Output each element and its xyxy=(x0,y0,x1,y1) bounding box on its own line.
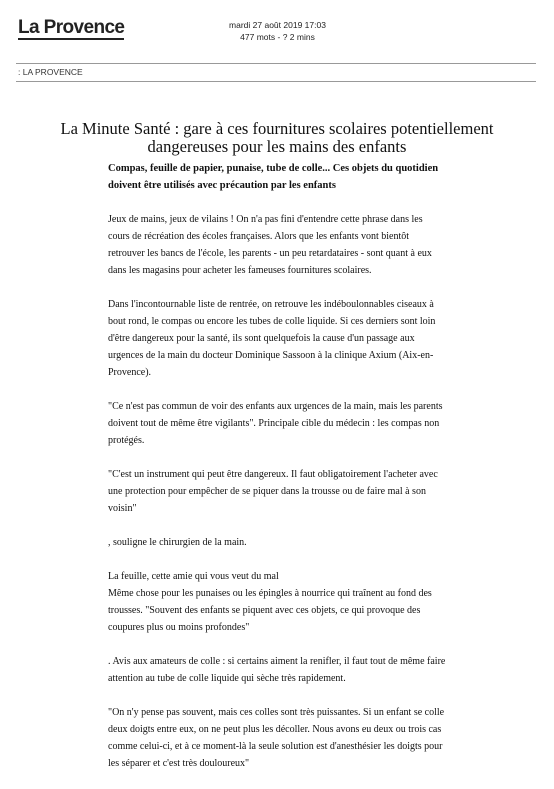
paragraph: "On n'y pense pas souvent, mais ces colles sont très puissantes. Si un enfant se colle deux doigts entre eux, on ne peut plus les décoller. Nous avons eu deux ou trois cas comme celui-ci, et à ce moment-là la seule solution est d'anesthésier les doigts pour les séparer et c'est très douloureux" xyxy=(108,707,445,769)
paragraph: "C'est un instrument qui peut être dangereux. Il faut obligatoirement l'acheter avec une protection pour empêcher de se piquer dans la trousse ou de faire mal à son voisin" xyxy=(108,469,438,514)
article-body xyxy=(108,160,446,789)
newspaper-logo[interactable]: La Provence xyxy=(18,17,125,38)
document-header xyxy=(0,0,554,60)
publication-date: mardi 27 août 2019 17:03 xyxy=(229,20,326,30)
word-count: 477 mots - ? 2 mins xyxy=(240,32,315,42)
article-title: La Minute Santé : gare à ces fournitures scolaires potentiellement dangereuses pour les mains des enfants xyxy=(60,119,494,156)
article-lead: Compas, feuille de papier, punaise, tube de colle... Ces objets du quotidien doivent être utilisés avec précaution par les enfants xyxy=(108,163,439,191)
source-bar xyxy=(16,63,536,82)
paragraph: Dans l'incontournable liste de rentrée, on retrouve les indéboulonnables ciseaux à bout rond, le compas ou encore les tubes de colle liquide. Si ces derniers sont loin d'être dangereux pour la santé, ils sont quelquefois la cause d'un passage aux urgences de la main du docteur Dominique Sassoon à la clinique Axium (Aix-en-Provence). xyxy=(108,299,436,378)
paragraph: Jeux de mains, jeux de vilains ! On n'a pas fini d'entendre cette phrase dans les cours de récréation des écoles françaises. Alors que les enfants vont bientôt retrouver les bancs de l'école, les parents - un peu retardataires - sont quant à eux dans les magasins pour acheter les fameuses fournitures scolaires. xyxy=(108,214,432,276)
paragraph: , souligne le chirurgien de la main. xyxy=(108,537,247,548)
paragraph: La feuille, cette amie qui vous veut du mal Même chose pour les punaises ou les épingles à nourrice qui traînent au fond des trousses. "Souvent des enfants se piquent avec ces objets, ce qui provoque des coupures plus ou moins profondes" xyxy=(108,571,432,633)
article-meta xyxy=(205,19,350,43)
paragraph: . Avis aux amateurs de colle : si certains aiment la renifler, il faut tout de même faire attention au tube de colle liquide qui sèche très rapidement. xyxy=(108,656,446,684)
paragraph: "Ce n'est pas commun de voir des enfants aux urgences de la main, mais les parents doivent tout de même être vigilants". Principale cible du médecin : les compas non protégés. xyxy=(108,401,443,446)
source-label: : LA PROVENCE xyxy=(18,67,83,77)
